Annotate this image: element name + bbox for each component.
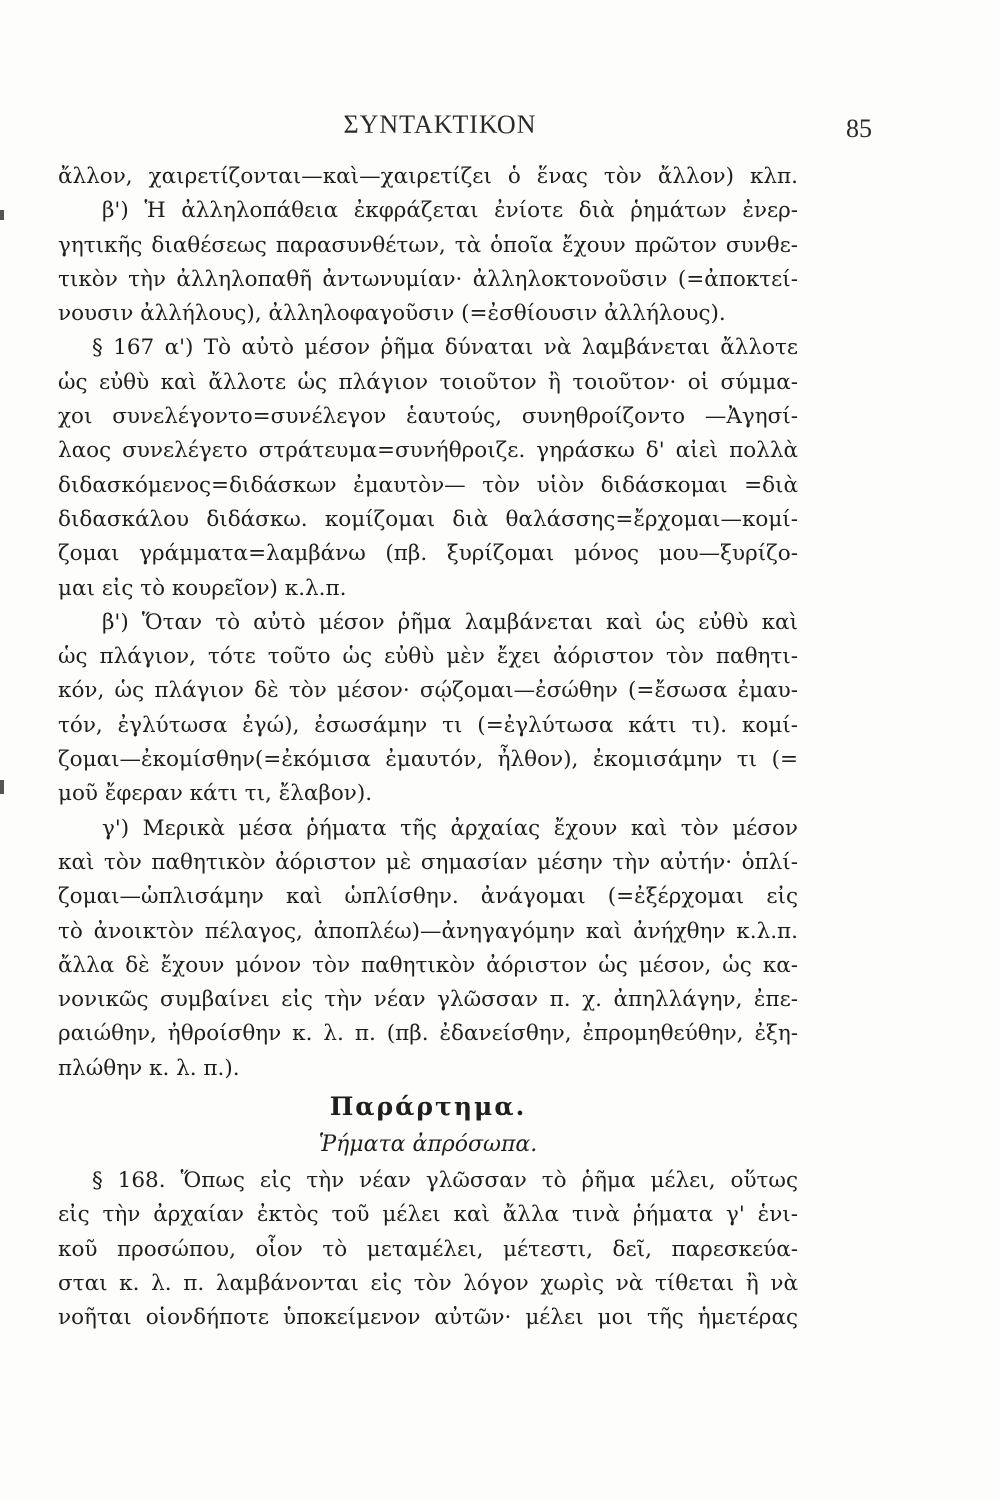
text-line: ἄλλα δὲ ἔχουν μόνον τὸν παθητικὸν ἀόριστον ὡς μέσον, ὡς κα- [58,952,798,978]
text-line: β') Ἡ ἀλληλοπάθεια ἐκφράζεται ἐνίοτε διὰ ῥημάτων ἐνερ- [102,198,798,224]
text-line: μοῦ ἔφεραν κάτι τι, ἔλαβον). [58,781,373,807]
text-line: κοῦ προσώπου, οἷον τὸ μεταμέλει, μέτεστι, δεῖ, παρεσκεύα- [58,1236,798,1262]
text-line: μαι εἰς τὸ κουρεῖον) κ.λ.π. [58,575,347,601]
page-number: 85 [846,114,872,143]
text-line: § 168. Ὅπως εἰς τὴν νέαν γλῶσσαν τὸ ῥῆμα μέλει, οὕτως [92,1168,798,1194]
text-line: β') Ὅταν τὸ αὐτὸ μέσον ῥῆμα λαμβάνεται καὶ ὡς εὐθὺ καὶ [102,609,798,635]
text-line: ζομαι—ἐκομίσθην(=ἐκόμισα ἐμαυτόν, ἦλθον), ἐκομισάμην τι (= [58,747,798,773]
section-subtitle: Ῥήματα ἀπρόσωπα. [318,1132,538,1158]
margin-mark [0,210,4,220]
section-title: Παράρτημα. [329,1092,527,1122]
text-line: ὡς εὐθὺ καὶ ἄλλοτε ὡς πλάγιον τοιοῦτον ἢ τοιοῦτον· οἱ σύμμα- [58,369,798,395]
running-title: ΣΥΝΤΑΚΤΙΚΟΝ [343,110,537,139]
text-line: ραιώθην, ἠθροίσθην κ. λ. π. (πβ. ἐδανείσθην, ἐπρομηθεύθην, ἐξη- [58,1021,798,1047]
margin-mark [0,780,4,794]
text-line: χοι συνελέγοντο=συνέλεγον ἑαυτούς, συνηθροίζοντο —Ἀγησί- [58,404,798,430]
page-header [60,102,872,146]
text-line: διδασκόμενος=διδάσκων ἐμαυτὸν— τὸν υἱὸν διδάσκομαι =διὰ [58,472,798,498]
text-line: ζομαι—ὡπλισάμην καὶ ὡπλίσθην. ἀνάγομαι (=ἐξέρχομαι εἰς [58,884,798,910]
text-line: τὸ ἀνοικτὸν πέλαγος, ἀποπλέω)—ἀνηγαγόμην καὶ ἀνήχθην κ.λ.π. [58,918,798,944]
body-text [58,160,798,1336]
text-line: τικὸν τὴν ἀλληλοπαθῆ ἀντωνυμίαν· ἀλληλοκτονοῦσιν (=ἀποκτεί- [58,266,798,292]
text-line: τόν, ἐγλύτωσα ἐγώ), ἐσωσάμην τι (=ἐγλύτωσα κάτι τι). κομί- [58,712,798,738]
text-line: εἰς τὴν ἀρχαίαν ἐκτὸς τοῦ μέλει καὶ ἄλλα τινὰ ῥήματα γ' ἑνι- [58,1202,798,1228]
text-line: ζομαι γράμματα=λαμβάνω (πβ. ξυρίζομαι μόνος μου—ξυρίζο- [58,541,798,567]
text-line: γ') Μερικὰ μέσα ῥήματα τῆς ἀρχαίας ἔχουν καὶ τὸν μέσον [102,815,798,841]
text-line: πλώθην κ. λ. π.). [58,1055,240,1081]
text-line: ἄλλον, χαιρετίζονται—καὶ—χαιρετίζει ὁ ἕνας τὸν ἄλλον) κλπ. [58,164,798,189]
text-line: νοῆται οἱονδήποτε ὑποκείμενον αὐτῶν· μέλει μοι τῆς ἡμετέρας [58,1305,798,1331]
text-line: σται κ. λ. π. λαμβάνονται εἰς τὸν λόγον χωρὶς νὰ τίθεται ἢ νὰ [58,1270,798,1296]
text-line: λαος συνελέγετο στράτευμα=συνήθροιζε. γηράσκω δ' αἰεὶ πολλὰ [58,438,798,464]
text-line: κόν, ὡς πλάγιον δὲ τὸν μέσον· σῴζομαι—ἐσώθην (=ἔσωσα ἐμαυ- [58,678,798,704]
text-line: νονικῶς συμβαίνει εἰς τὴν νέαν γλῶσσαν π. χ. ἀπηλλάγην, ἐπε- [58,987,798,1013]
text-line: ὡς πλάγιον, τότε τοῦτο ὡς εὐθὺ μὲν ἔχει ἀόριστον τὸν παθητι- [58,644,798,670]
text-line: καὶ τὸν παθητικὸν ἀόριστον μὲ σημασίαν μέσην τὴν αὐτήν· ὁπλί- [58,849,798,875]
text-line: νουσιν ἀλλήλους), ἀλληλοφαγοῦσιν (=ἐσθίουσιν ἀλλήλους). [58,301,726,327]
text-line: § 167 α') Τὸ αὐτὸ μέσον ῥῆμα δύναται νὰ λαμβάνεται ἄλλοτε [92,335,798,361]
text-line: διδασκάλου διδάσκω. κομίζομαι διὰ θαλάσσης=ἔρχομαι—κομί- [58,506,798,532]
text-line: γητικῆς διαθέσεως παρασυνθέτων, τὰ ὁποῖα ἔχουν πρῶτον συνθε- [58,232,798,258]
